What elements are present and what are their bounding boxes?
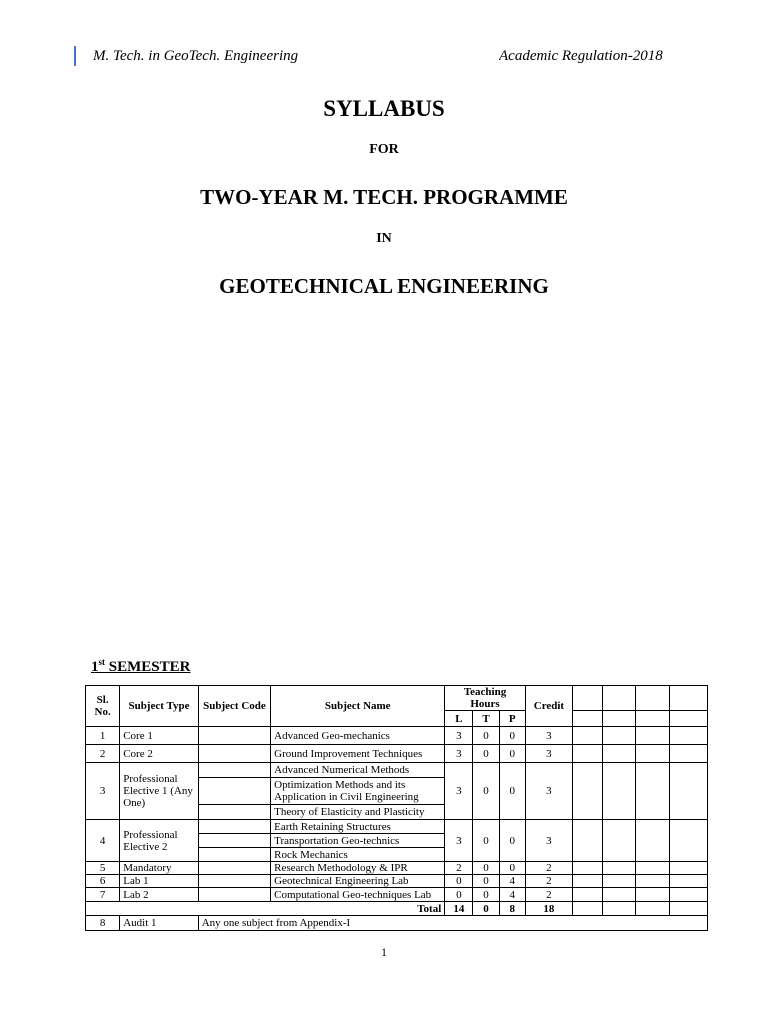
table-row [86, 745, 708, 763]
p-cell: 0 [499, 745, 525, 763]
table-row [86, 862, 708, 875]
extra-cell [603, 902, 636, 916]
extra-cell [603, 862, 636, 875]
table-row [86, 763, 708, 778]
p-cell: 4 [499, 875, 525, 888]
code-cell [198, 834, 270, 848]
extra-cell [636, 862, 669, 875]
t-cell: 0 [473, 820, 499, 862]
extra-cell [669, 686, 707, 711]
extra-cell [603, 727, 636, 745]
extra-cell [669, 862, 707, 875]
total-row [86, 902, 708, 916]
extra-cell [573, 820, 603, 862]
header-accent-bar [74, 46, 76, 66]
l-cell: 3 [445, 820, 473, 862]
extra-cell [603, 763, 636, 820]
name-cell: Geotechnical Engineering Lab [271, 875, 445, 888]
type-cell: Core 2 [120, 745, 199, 763]
code-cell [198, 805, 270, 820]
p-cell: 0 [499, 820, 525, 862]
extra-cell [573, 686, 603, 711]
code-cell [198, 727, 270, 745]
title-for: FOR [369, 142, 399, 157]
p-cell: 0 [499, 763, 525, 820]
type-cell: Lab 1 [120, 875, 199, 888]
extra-cell [636, 902, 669, 916]
extra-cell [669, 820, 707, 862]
credit-cell: 2 [525, 875, 572, 888]
p-cell: 0 [499, 727, 525, 745]
name-cell: Earth Retaining Structures [271, 820, 445, 834]
t-cell: 0 [473, 862, 499, 875]
name-cell: Advanced Numerical Methods [271, 763, 445, 778]
extra-cell [636, 711, 669, 727]
extra-cell [669, 763, 707, 820]
extra-cell [636, 875, 669, 888]
t-cell: 0 [473, 763, 499, 820]
extra-cell [573, 862, 603, 875]
sl-cell: 5 [86, 862, 120, 875]
code-cell [198, 888, 270, 902]
header-programme: M. Tech. in GeoTech. Engineering [93, 48, 299, 64]
sl-cell: 6 [86, 875, 120, 888]
name-cell: Rock Mechanics [271, 848, 445, 862]
syllabus-table [85, 685, 708, 931]
title-programme: TWO-YEAR M. TECH. PROGRAMME [200, 185, 568, 209]
name-cell: Theory of Elasticity and Plasticity [271, 805, 445, 820]
code-cell [198, 778, 270, 805]
l-cell: 3 [445, 763, 473, 820]
t-cell: 0 [473, 888, 499, 902]
table-row [86, 888, 708, 902]
l-cell: 3 [445, 745, 473, 763]
extra-cell [636, 820, 669, 862]
semester-number: 1 [91, 659, 99, 675]
sl-cell: 7 [86, 888, 120, 902]
title-discipline: GEOTECHNICAL ENGINEERING [219, 274, 549, 298]
semester-suffix: st [98, 657, 105, 667]
header-credit: Credit [525, 686, 572, 727]
header-t: T [473, 711, 499, 727]
header-regulation: Academic Regulation-2018 [499, 48, 663, 64]
table-row [86, 820, 708, 834]
name-cell: Computational Geo-techniques Lab [271, 888, 445, 902]
l-cell: 0 [445, 888, 473, 902]
extra-cell [573, 745, 603, 763]
code-cell [198, 862, 270, 875]
header-p: P [499, 711, 525, 727]
header-type: Subject Type [120, 686, 199, 727]
extra-cell [603, 686, 636, 711]
code-cell [198, 875, 270, 888]
extra-cell [603, 888, 636, 902]
name-cell: Ground Improvement Techniques [271, 745, 445, 763]
code-cell [198, 763, 270, 778]
name-cell: Advanced Geo-mechanics [271, 727, 445, 745]
type-cell: Professional Elective 1 (Any One) [120, 763, 199, 820]
extra-cell [636, 686, 669, 711]
t-cell: 0 [473, 727, 499, 745]
sl-cell: 3 [86, 763, 120, 820]
code-cell [198, 745, 270, 763]
extra-cell [636, 745, 669, 763]
total-l: 14 [445, 902, 473, 916]
sl-cell: 8 [86, 916, 120, 931]
code-cell [198, 820, 270, 834]
type-cell: Professional Elective 2 [120, 820, 199, 862]
extra-cell [573, 711, 603, 727]
extra-cell [669, 888, 707, 902]
sl-cell: 4 [86, 820, 120, 862]
type-cell: Core 1 [120, 727, 199, 745]
credit-cell: 2 [525, 862, 572, 875]
header-code: Subject Code [198, 686, 270, 727]
header-teaching-hours: Teaching Hours [445, 686, 526, 711]
extra-cell [669, 875, 707, 888]
credit-cell: 3 [525, 820, 572, 862]
p-cell: 4 [499, 888, 525, 902]
type-cell: Mandatory [120, 862, 199, 875]
extra-cell [636, 888, 669, 902]
p-cell: 0 [499, 862, 525, 875]
extra-cell [573, 875, 603, 888]
name-cell: Transportation Geo-technics [271, 834, 445, 848]
semester-heading [91, 657, 190, 676]
total-credit: 18 [525, 902, 572, 916]
audit-subject: Any one subject from Appendix-I [198, 916, 707, 931]
extra-cell [669, 711, 707, 727]
total-p: 8 [499, 902, 525, 916]
table-row [86, 727, 708, 745]
name-cell: Research Methodology & IPR [271, 862, 445, 875]
title-in: IN [376, 231, 392, 246]
credit-cell: 3 [525, 727, 572, 745]
type-cell: Audit 1 [120, 916, 199, 931]
sl-cell: 2 [86, 745, 120, 763]
extra-cell [669, 902, 707, 916]
extra-cell [669, 745, 707, 763]
table-row [86, 875, 708, 888]
extra-cell [636, 763, 669, 820]
credit-cell: 3 [525, 745, 572, 763]
credit-cell: 2 [525, 888, 572, 902]
name-cell: Optimization Methods and its Application in Civil Engineering [271, 778, 445, 805]
code-cell [198, 848, 270, 862]
extra-cell [573, 763, 603, 820]
sl-cell: 1 [86, 727, 120, 745]
extra-cell [603, 820, 636, 862]
audit-row [86, 916, 708, 931]
l-cell: 3 [445, 727, 473, 745]
title-syllabus: SYLLABUS [323, 96, 445, 121]
extra-cell [636, 727, 669, 745]
semester-label: SEMESTER [105, 659, 191, 675]
extra-cell [573, 888, 603, 902]
l-cell: 0 [445, 875, 473, 888]
extra-cell [573, 727, 603, 745]
l-cell: 2 [445, 862, 473, 875]
extra-cell [573, 902, 603, 916]
header-sl: Sl. No. [86, 686, 120, 727]
extra-cell [603, 711, 636, 727]
total-label: Total [86, 902, 445, 916]
extra-cell [603, 745, 636, 763]
type-cell: Lab 2 [120, 888, 199, 902]
t-cell: 0 [473, 875, 499, 888]
header-name: Subject Name [271, 686, 445, 727]
extra-cell [669, 727, 707, 745]
header-l: L [445, 711, 473, 727]
extra-cell [603, 875, 636, 888]
t-cell: 0 [473, 745, 499, 763]
credit-cell: 3 [525, 763, 572, 820]
total-t: 0 [473, 902, 499, 916]
page-number: 1 [381, 945, 387, 959]
